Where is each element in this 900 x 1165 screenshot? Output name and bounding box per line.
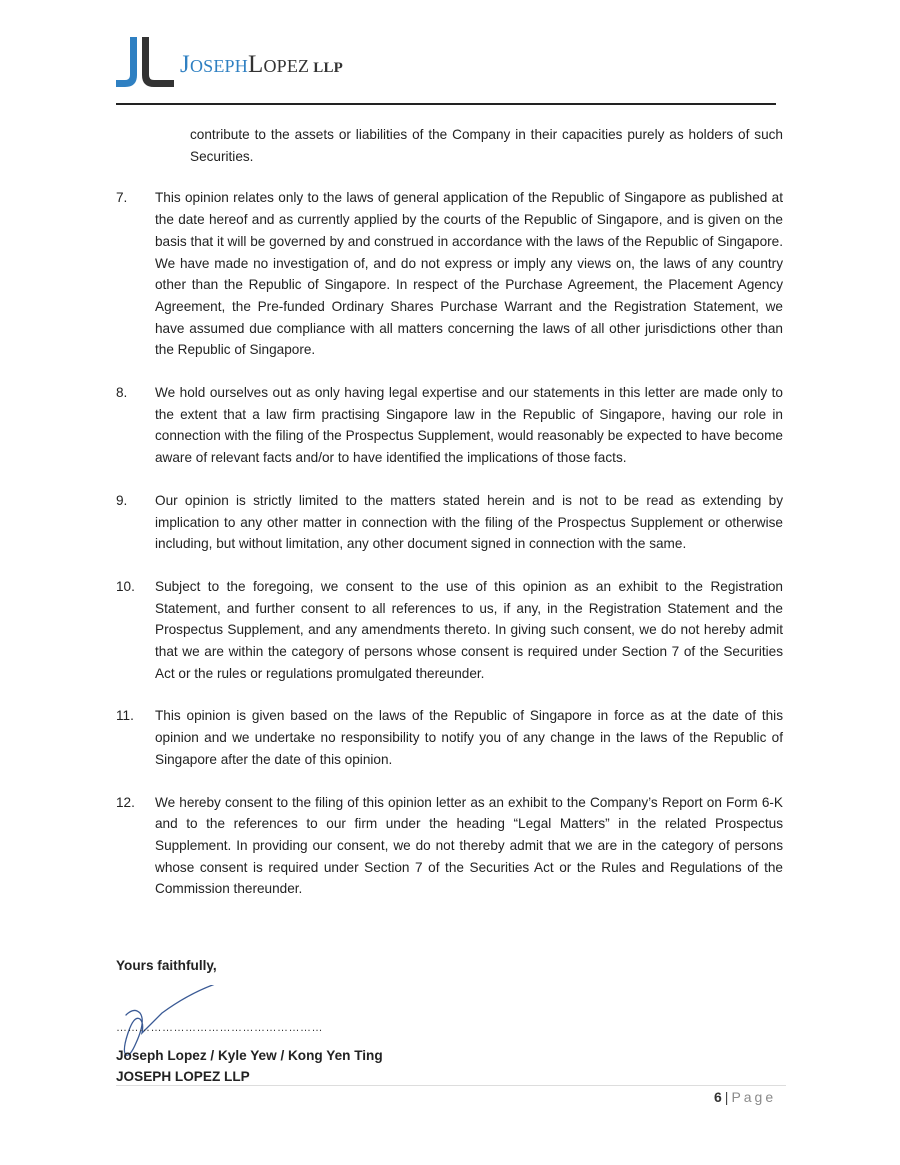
paragraph-text: This opinion is given based on the laws of the Republic of Singapore in force as at the date of this opinion and we undertake no responsibility to notify you of any change in the laws of the Republic of Singapore after the date of this opinion. (155, 708, 783, 767)
firm-logo-icon (116, 37, 174, 89)
numbered-paragraph (116, 187, 783, 361)
signatory-names: Joseph Lopez / Kyle Yew / Kong Yen Ting (116, 1048, 383, 1063)
paragraph-text: Subject to the foregoing, we consent to the use of this opinion as an exhibit to the Registration Statement, and further consent to all references to us, if any, in the Registration Statement and the Prospectus Supplement, and any amendments thereto. In giving such consent, we do not hereby admit that we are within the category of persons whose consent is required under Section 7 of the Securities Act or the rules or regulations promulgated thereunder. (155, 578, 783, 681)
paragraph-number: 9. (116, 492, 128, 508)
signature-line: ……………………………………………… (116, 1022, 323, 1034)
page-number-value: 6 (714, 1089, 722, 1105)
letter-body (116, 124, 783, 921)
paragraph-number: 11. (116, 708, 134, 724)
footer-divider (116, 1085, 786, 1086)
closing-salutation: Yours faithfully, (116, 958, 217, 973)
numbered-paragraph (116, 382, 783, 469)
numbered-paragraph (116, 792, 783, 901)
paragraph-number: 12. (116, 794, 135, 810)
paragraph-text: We hold ourselves out as only having legal expertise and our statements in this letter are made only to the extent that a law firm practising Singapore law in the Republic of Singapore, having our role in connection with the filing of the Prospectus Supplement, would reasonably be expected to have become aware of relevant facts and/or to have identified the implications of those facts. (155, 385, 783, 466)
numbered-paragraph (116, 490, 783, 555)
paragraph-number: 8. (116, 385, 128, 401)
signatory-firm: JOSEPH LOPEZ LLP (116, 1069, 250, 1084)
page-label: Page (731, 1089, 777, 1105)
continuation-paragraph: contribute to the assets or liabilities of the Company in their capacities purely as holders of such Securities. (190, 127, 783, 164)
header-divider (116, 103, 776, 105)
letterhead (116, 37, 776, 107)
paragraph-number: 7. (116, 190, 128, 206)
numbered-paragraph (116, 705, 783, 770)
signatory-block (116, 1045, 383, 1087)
firm-name-logo: JOSEPHLOPEZ LLP (180, 51, 344, 78)
paragraph-text: Our opinion is strictly limited to the matters stated herein and is not to be read as extending by implication to any other matter in connection with the filing of the Prospectus Supplement or otherwise including, but without limitation, any other document signed in connection with the same. (155, 492, 783, 552)
page-number (714, 1089, 776, 1105)
page-separator: | (724, 1089, 729, 1105)
paragraph-number: 10. (116, 578, 135, 594)
paragraph-text: We hereby consent to the filing of this opinion letter as an exhibit to the Company’s Report on Form 6-K and to the references to our firm under the heading “Legal Matters” in the related Prospectus Supplement. In providing our consent, we do not thereby admit that we are in the category of persons whose consent is required under Section 7 of the Securities Act or the Rules and Regulations of the Commission thereunder. (155, 794, 783, 897)
numbered-paragraph (116, 576, 783, 685)
paragraph-text: This opinion relates only to the laws of general application of the Republic of Singapore as published at the date hereof and as currently applied by the courts of the Republic of Singapore, and is given on the basis that it will be governed by and construed in accordance with the laws of the Republic of Singapore. We have made no investigation of, and do not express or imply any views on, the laws of any country other than the Republic of Singapore. In respect of the Purchase Agreement, the Placement Agency Agreement, the Pre-funded Ordinary Shares Purchase Warrant and the Registration Statement, we have assumed due compliance with all matters concerning the laws of all other jurisdictions other than the Republic of Singapore. (155, 190, 783, 358)
